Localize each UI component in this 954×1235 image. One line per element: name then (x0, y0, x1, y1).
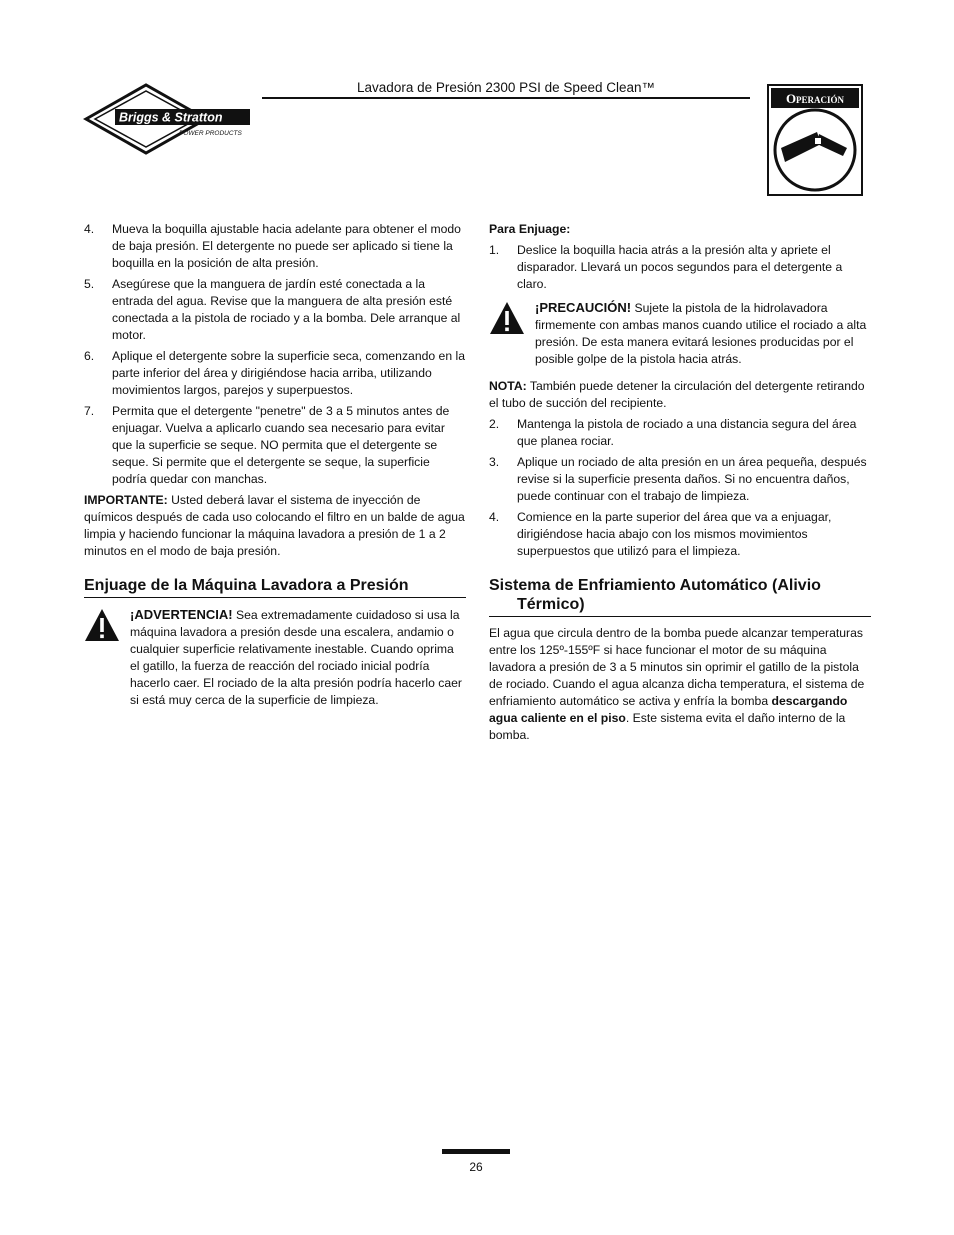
left-column (84, 221, 466, 719)
right-column (489, 221, 871, 748)
step-list (489, 242, 871, 293)
briggs-stratton-logo (83, 83, 258, 155)
page-number: 26 (469, 1160, 483, 1174)
list-item: 3. Aplique un rociado de alta presión en un área pequeña, después revise si la superficie presenta daños. Si no encuentra daños, puede continuar con el trabajo de limpieza. (489, 455, 867, 503)
section-heading-enjuage: Enjuage de la Máquina Lavadora a Presión (84, 576, 466, 598)
enfriamiento-body: El agua que circula dentro de la bomba puede alcanzar temperaturas entre los 125º-155ºF si hace funcionar el motor de su máquina lavadora a presión de 3 a 5 minutos sin oprimir el gatillo de la pistola de rociado. Cuando el agua alcanza dicha temperatura, el sistema de enfriamiento automático se activa y enfría la bomba descargando agua caliente en el piso. Este sistema evita el daño interno de la bomba. (489, 626, 865, 742)
step-list (84, 221, 466, 488)
caution-block: ¡PRECAUCIÓN! Sujete la pistola de la hidrolavadora firmemente con ambas manos cuando utilice el rociado a alta presión. De esta manera evitará lesiones producidas por el posible golpe de la pistola hacia atrás. (489, 299, 871, 368)
step-list (489, 416, 871, 560)
para-enjuage-label: Para Enjuage: (489, 222, 571, 236)
logo-text: Briggs & Stratton (119, 110, 223, 125)
section-heading-enfriamiento: Sistema de Enfriamiento Automático (Alivio Térmico) (489, 576, 871, 617)
header-rule (262, 97, 750, 99)
warning-triangle-icon (489, 301, 525, 335)
list-item: 2. Mantenga la pistola de rociado a una distancia segura del área que planea rociar. (489, 417, 857, 448)
logo-subtext: POWER PRODUCTS (179, 130, 242, 137)
nota-note: NOTA: También puede detener la circulación del detergente retirando el tubo de succión del recipiente. (489, 379, 865, 410)
importante-note: IMPORTANTE: Usted deberá lavar el sistema de inyección de químicos después de cada uso colocando el filtro en un balde de agua limpia y haciendo funcionar la máquina lavadora a presión de 1 a 2 minutos en el modo de baja presión. (84, 493, 465, 558)
list-item: 4. Comience en la parte superior del área que va a enjuagar, dirigiéndose hacia abajo con los mismos movimientos superpuestos que utilizó para el limpieza. (489, 510, 832, 558)
list-item: 5. Asegúrese que la manguera de jardín esté conectada a la entrada del agua. Revise que la manguera de alta presión esté conectada a la pistola de rociado y a la bomba. Dele arranque al motor. (84, 277, 461, 342)
footer-bar (442, 1149, 510, 1154)
list-item: 7. Permita que el detergente "penetre" de 3 a 5 minutos antes de enjuagar. Vuelva a aplicarlo cuando sea necesario para evitar que la superficie se seque. NO permita que el detergente se seque. Si permite que el detergente se seque, la superficie podría quedar con manchas. (84, 404, 450, 486)
section-tab-label: Operación (785, 91, 845, 106)
list-item: 4. Mueva la boquilla ajustable hacia adelante para obtener el modo de baja presión. El detergente no puede ser aplicado si tiene la boquilla en la posición de alta presión. (84, 222, 461, 270)
list-item: 1. Deslice la boquilla hacia atrás a la presión alta y apriete el disparador. Llevará un pocos segundos para el detergente a claro. (489, 243, 843, 291)
warning-triangle-icon (84, 608, 120, 642)
warning-block: ¡ADVERTENCIA! Sea extremadamente cuidadoso si usa la máquina lavadora a presión desde una escalera, andamio o cualquier superficie relativamente inestable. Cuando oprima el gatillo, la fuerza de reacción del rociado inicial podría hacerlo caer. El rociado de la alta presión podría hacerlo caer si está muy cerca de la superficie de limpieza. (84, 606, 466, 709)
section-tab-operacion (767, 84, 863, 196)
spray-gun-icon (781, 132, 847, 162)
list-item: 6. Aplique el detergente sobre la superficie seca, comenzando en la parte inferior del área y dirigiéndose hacia arriba, utilizando movimientos largos, parejos y superpuestos. (84, 349, 465, 397)
document-title: Lavadora de Presión 2300 PSI de Speed Clean™ (357, 80, 655, 95)
